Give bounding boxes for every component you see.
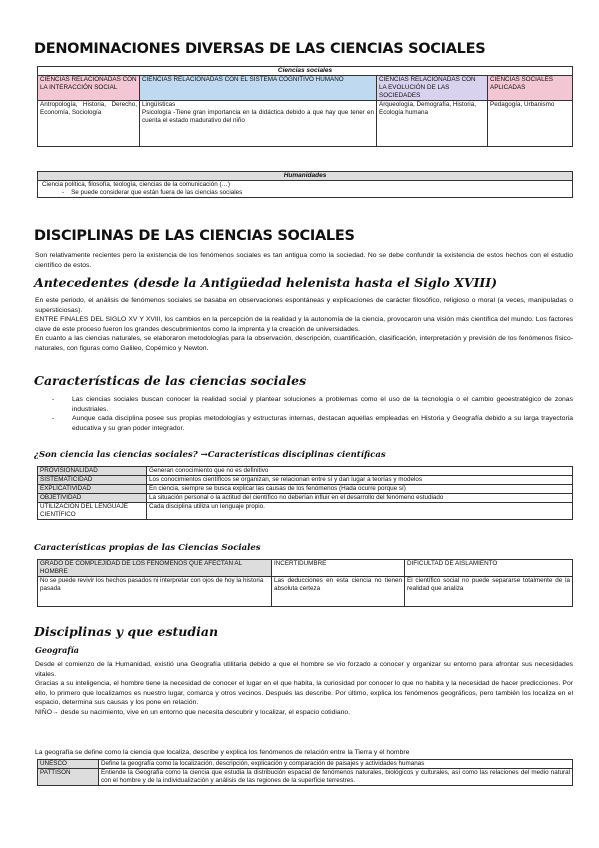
geografia-block [35, 660, 573, 717]
table-cell: El científico social no puede separarse totalmente de la realidad que analiza [405, 577, 573, 607]
table-header-cell: CIENCIAS RELACIONADAS CON EL SISTEMA COGNITIVO HUMANO [140, 76, 377, 101]
table-cell: Cada disciplina utiliza un lenguaje propio. [147, 503, 573, 520]
table-key-cell: UNESCO [38, 760, 99, 769]
table-key-cell: UTILIZACIÓN DEL LENGUAJE CIENTÍFICO [38, 503, 147, 520]
table-cell: Generan conocimiento que no es definitivo [147, 467, 573, 476]
table-key-cell: EXPLICATIVIDAD [38, 485, 147, 494]
paragraph: Gracias a su inteligencia, el hombre tiene la necesidad de conocer el lugar en el que habita, la curiosidad por conocer lo que no habita y la necesidad de hacer predicciones. Por ello, lo primero que localizamos es nuestro lugar, comarca y otros vecinos. Después las describe. Por último, explica los fenómenos geográficos, pero también los localiza en el espacio, determina sus causas y los pone en relación. [35, 680, 573, 706]
paragraph: En este periodo, el análisis de fenómenos sociales se basaba en observaciones espontáneas y explicaciones de carácter filosófico, religioso o moral (a veces, manipuladas o supersticiosas). [35, 297, 573, 314]
list-item: - Las ciencias sociales buscan conocer la realidad social y plantear soluciones a problemas como el uso de la tecnología o el cambio geoestratégico de zonas industriales. [52, 396, 573, 413]
geografia-definition: La geografía se define como la ciencia que localiza, describe y explica los fenómenos de relación entre la Tierra y el hombre [35, 749, 410, 756]
table-cell: Antropología, Historia, Derecho, Economía, Sociología [38, 101, 140, 147]
table-cell: Pedagogía, Urbanismo [488, 101, 573, 147]
table-cell: Ciencia política, filosofía, teología, ciencias de la comunicación (…) [38, 181, 573, 190]
table-cell: Entiende la Geografía como la ciencia que estudia la distribución espacial de fenómenos naturales, biológicos y culturales, así como las relaciones del medio natural con el hombre y de la individualización y análisis de las regiones de la superficie terrestres. [99, 769, 573, 786]
table-cell: Arqueología, Demografía, Historia, Ecología humana [377, 101, 488, 147]
intro-paragraph: Son relativamente recientes pero la existencia de los fenómenos sociales es tan antigua como la sociedad. No se debe confundir la existencia de estos hechos con el estudio científico de estos. [35, 252, 573, 269]
table-key-cell: PROVISIONALIDAD [38, 467, 147, 476]
table-cell: La situación personal o la actitud del científico no deberían influir en el desarrollo del fenómeno estudiado [147, 494, 573, 503]
table-header-cell: INCERTIDUMBRE [272, 560, 405, 577]
table-caption: Humanidades [38, 172, 573, 181]
heading-antecedentes: Antecedentes (desde la Antigüedad helenista hasta el Siglo XVIII) [34, 275, 498, 290]
table-key-cell: OBJETIVIDAD [38, 494, 147, 503]
paragraph: NIÑO→ desde su nacimiento, vive en un entorno que necesita descubrir y localizar, el espacio cotidiano. [35, 708, 351, 716]
heading-disciplinas: Disciplinas y que estudian [34, 624, 219, 639]
bullet-dash: - [52, 396, 55, 403]
ciencias-sociales-table [37, 66, 573, 147]
section-title: DISCIPLINAS DE LAS CIENCIAS SOCIALES [34, 228, 355, 244]
geografia-definitions-table [37, 759, 573, 786]
table-cell: En ciencia, siempre se busca explicar las causas de los fenómenos (Hada ocurre porque sí) [147, 485, 573, 494]
caracteristicas-list [52, 395, 573, 433]
table-cell: Lingüísticas Psicología -Tiene gran importancia en la didáctica debido a que hay que tener en cuenta el estado madurativo del niño [140, 101, 377, 147]
table-header-cell: CIENCIAS RELACIONADAS CON LA INTERACCIÓN SOCIAL [38, 76, 140, 101]
caracteristicas-propias-table [37, 559, 573, 607]
page-title: DENOMINACIONES DIVERSAS DE LAS CIENCIAS SOCIALES [34, 41, 486, 57]
table-cell: Las deducciones en esta ciencia no tienen absoluta certeza [272, 577, 405, 607]
table-key-cell: PATTISON [38, 769, 99, 786]
table-caption: Ciencias sociales [38, 67, 573, 76]
table-header-cell: DIFICULTAD DE AISLAMIENTO [405, 560, 573, 577]
bullet-dash: - [62, 189, 72, 196]
heading-propias: Características propias de las Ciencias Sociales [34, 543, 261, 553]
table-cell: Define la geografía como la localización, descripción, explicación y comparación de paisajes y actividades humanas [99, 760, 573, 769]
table-header-cell: CIENCIAS RELACIONADAS CON LA EVOLUCIÓN DE LAS SOCIEDADES [377, 76, 488, 101]
heading-son-ciencia: ¿Son ciencia las ciencias sociales? →Características disciplinas científicas [34, 450, 386, 460]
table-cell: - Se puede considerar que están fuera de las ciencias sociales [38, 189, 573, 198]
humanidades-table [37, 171, 573, 198]
paragraph: ENTRE FINALES DEL SIGLO XV Y XVIII, los cambios en la percepción de la realidad y la autonomía de la ciencia, provocaron una visión más científica del mundo. Los factores clave de este proceso fueron los grandes descubrimientos como la imprenta y la creación de universidades. [35, 316, 573, 333]
table-cell: No se puede revivir los hechos pasados ni interpretar con ojos de hoy la historia pasada [38, 577, 272, 607]
antecedentes-block [35, 296, 573, 353]
paragraph: Desde el comienzo de la Humanidad, existió una Geografía utilitaria debido a que el hombre se vio forzado a conocer y organizar su entorno para afrontar sus necesidades vitales. [35, 661, 573, 678]
heading-geografia: Geografía [35, 645, 79, 655]
caracteristicas-cientificas-table [37, 466, 573, 520]
table-header-cell: GRADO DE COMPLEJIDAD DE LOS FENOMENOS QUE AFECTAN AL HOMBRE [38, 560, 272, 577]
list-item: - Aunque cada disciplina posee sus propias metodologías y estructuras internas, destacan aquellas empleadas en Historia y Geografía debido a su larga trayectoria educativa y su gran poder integrador. [52, 415, 573, 432]
table-cell: Los conocimientos científicos se organizan, se relacionan entre sí y dan lugar a teorías y modelos [147, 476, 573, 485]
paragraph: En cuanto a las ciencias naturales, se elaboraron metodologías para la observación, descripción, cuantificación, clasificación, interpretación y previsión de los fenómenos físico-naturales, con figuras como Galileo, Copérnico y Newton. [35, 335, 573, 352]
bullet-dash: - [52, 415, 55, 422]
heading-caracteristicas: Características de las ciencias sociales [34, 373, 307, 388]
table-header-cell: CIENCIAS SOCIALES APLICADAS [488, 76, 573, 101]
table-key-cell: SISTEMATICIDAD [38, 476, 147, 485]
